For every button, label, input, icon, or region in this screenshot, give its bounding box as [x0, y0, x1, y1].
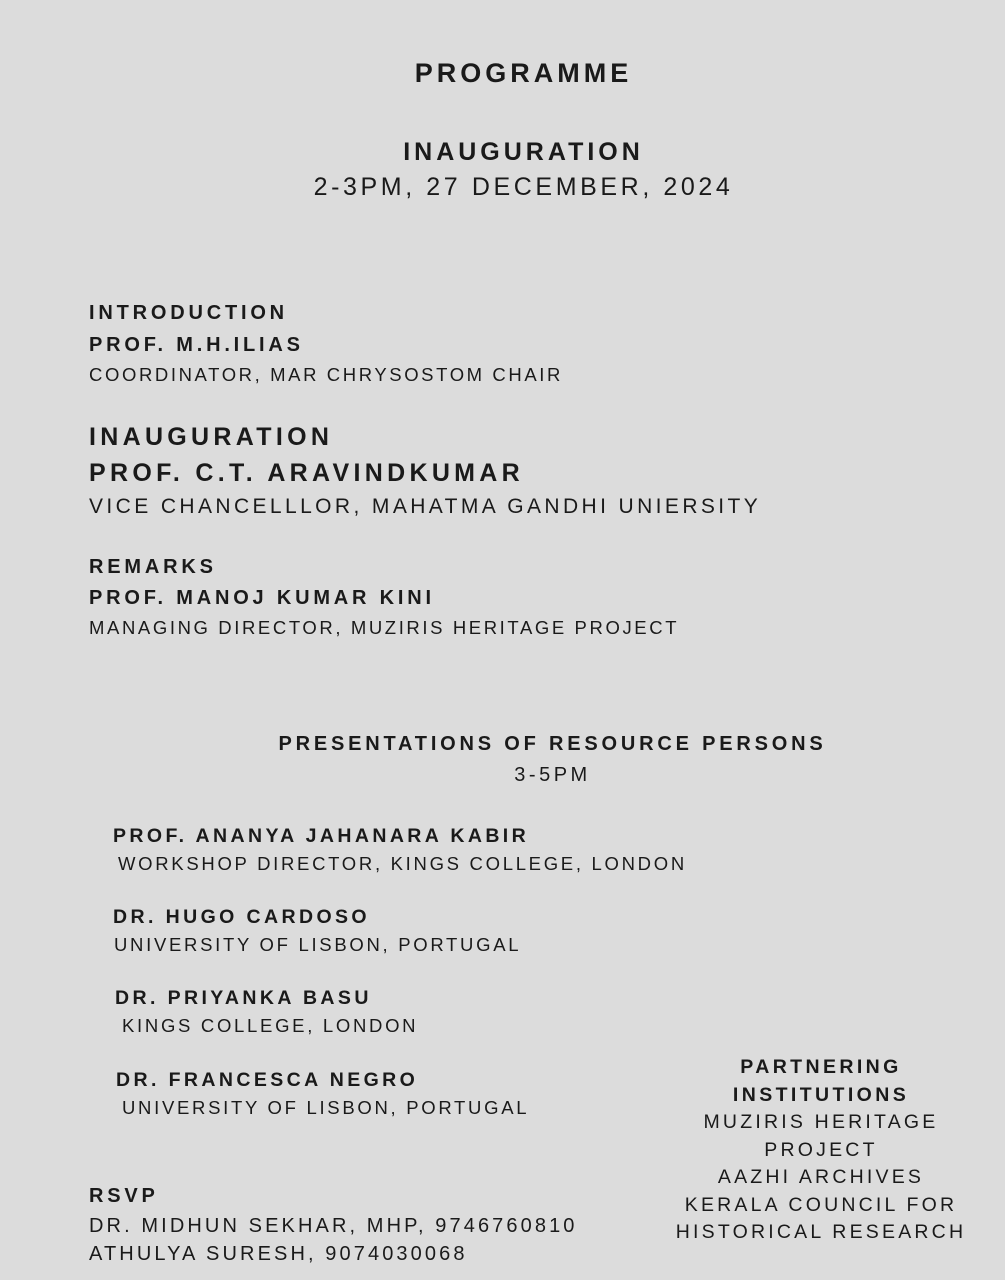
partner-line: PROJECT — [764, 1138, 878, 1161]
speaker-affiliation: WORKSHOP DIRECTOR, KINGS COLLEGE, LONDON — [118, 853, 687, 874]
presentations-heading: PRESENTATIONS OF RESOURCE PERSONS — [278, 733, 827, 755]
remarks-name: PROF. MANOJ KUMAR KINI — [89, 587, 435, 609]
speaker-name: DR. FRANCESCA NEGRO — [116, 1069, 419, 1091]
rsvp-contact: DR. MIDHUN SEKHAR, MHP, 9746760810 — [89, 1215, 578, 1237]
partner-line: MUZIRIS HERITAGE — [703, 1111, 939, 1133]
inauguration-time: 2-3PM, 27 DECEMBER, 2024 — [313, 173, 734, 201]
speaker-name: PROF. ANANYA JAHANARA KABIR — [113, 825, 530, 847]
page-title: PROGRAMME — [414, 58, 633, 88]
remarks-role: REMARKS — [89, 556, 217, 578]
rsvp-contact: ATHULYA SURESH, 9074030068 — [89, 1243, 468, 1265]
speaker-affiliation: KINGS COLLEGE, LONDON — [122, 1015, 419, 1036]
presentations-time: 3-5PM — [514, 764, 591, 786]
remarks-affiliation: MANAGING DIRECTOR, MUZIRIS HERITAGE PROJECT — [89, 617, 680, 638]
rsvp-heading: RSVP — [89, 1185, 159, 1207]
partner-line: HISTORICAL RESEARCH — [675, 1221, 967, 1243]
inauguration-name: PROF. C.T. ARAVINDKUMAR — [89, 459, 525, 487]
introduction-affiliation: COORDINATOR, MAR CHRYSOSTOM CHAIR — [89, 364, 563, 385]
introduction-name: PROF. M.H.ILIAS — [89, 334, 304, 356]
partner-line: KERALA COUNCIL FOR — [684, 1193, 958, 1216]
partners-heading-line: INSTITUTIONS — [732, 1083, 910, 1106]
speaker-affiliation: UNIVERSITY OF LISBON, PORTUGAL — [122, 1097, 530, 1118]
partners-heading-line: PARTNERING — [740, 1056, 902, 1078]
introduction-role: INTRODUCTION — [89, 302, 288, 324]
partners-block — [660, 1054, 982, 1247]
speaker-name: DR. PRIYANKA BASU — [115, 987, 372, 1009]
inauguration-heading: INAUGURATION — [403, 138, 644, 166]
partner-line: AAZHI ARCHIVES — [717, 1166, 925, 1188]
speaker-affiliation: UNIVERSITY OF LISBON, PORTUGAL — [114, 934, 522, 955]
inauguration-role: INAUGURATION — [89, 423, 334, 451]
inauguration-affiliation: VICE CHANCELLLOR, MAHATMA GANDHI UNIERSITY — [89, 495, 762, 518]
speaker-name: DR. HUGO CARDOSO — [113, 906, 370, 928]
